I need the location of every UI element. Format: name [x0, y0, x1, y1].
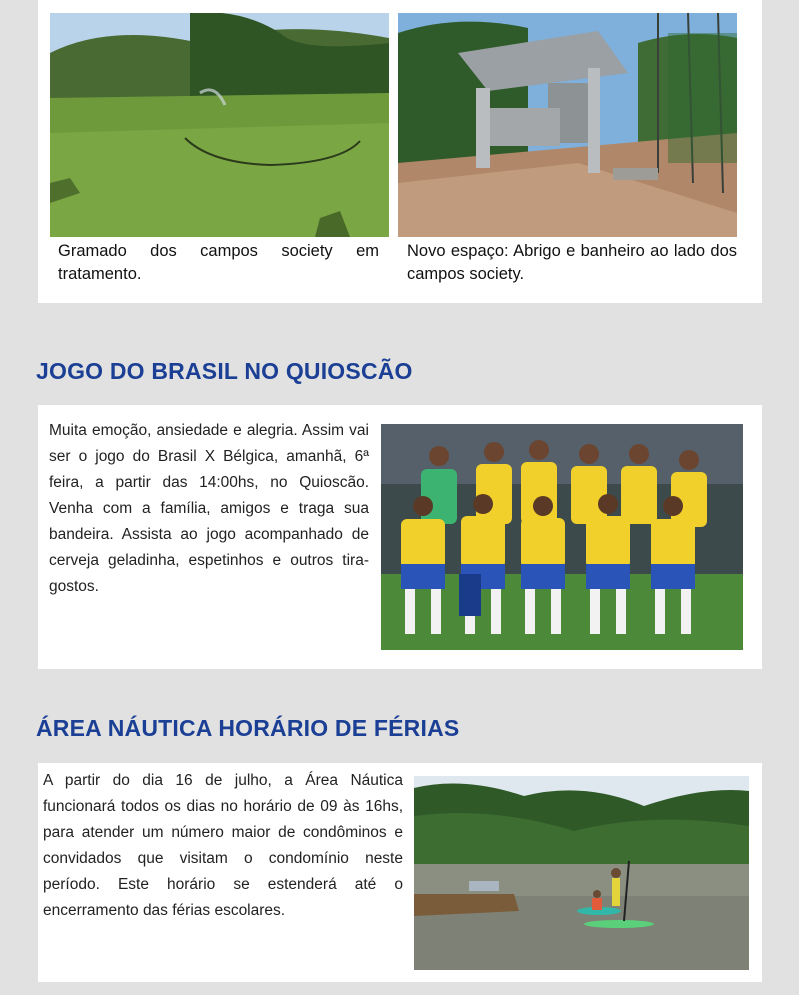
nautical-area-text: A partir do dia 16 de julho, a Área Náutica funcionará todos os dias no horário de 09 às 16hs, para atender um número maior de condôminos e convidados que visitam o condomínio neste período. Este horário se estenderá até o encerramento das férias escolares.	[43, 772, 403, 919]
photo-brazil-team	[381, 424, 743, 650]
right-photo-caption: Novo espaço: Abrigo e banheiro ao lado dos campos society.	[407, 242, 737, 283]
brazil-game-card	[38, 405, 762, 669]
section-title-brazil-game: JOGO DO BRASIL NO QUIOSCÃO	[36, 358, 413, 384]
left-photo-caption: Gramado dos campos society em tratamento.	[58, 242, 379, 283]
photo-shelter	[398, 13, 737, 237]
photo-lawn-field	[50, 13, 389, 237]
photo-lake-kayak	[414, 776, 749, 970]
section-title-nautical-area: ÁREA NÁUTICA HORÁRIO DE FÉRIAS	[36, 715, 460, 741]
gallery-card	[38, 0, 762, 303]
nautical-area-card	[38, 763, 762, 982]
brazil-game-text: Muita emoção, ansiedade e alegria. Assim vai ser o jogo do Brasil X Bélgica, amanhã, 6ª feira, a partir das 14:00hs, no Quioscão. Venha com a família, amigos e traga sua bandeira. Assista ao jogo acompanhado de cerveja geladinha, espetinhos e outros tira-gostos.	[49, 422, 369, 595]
